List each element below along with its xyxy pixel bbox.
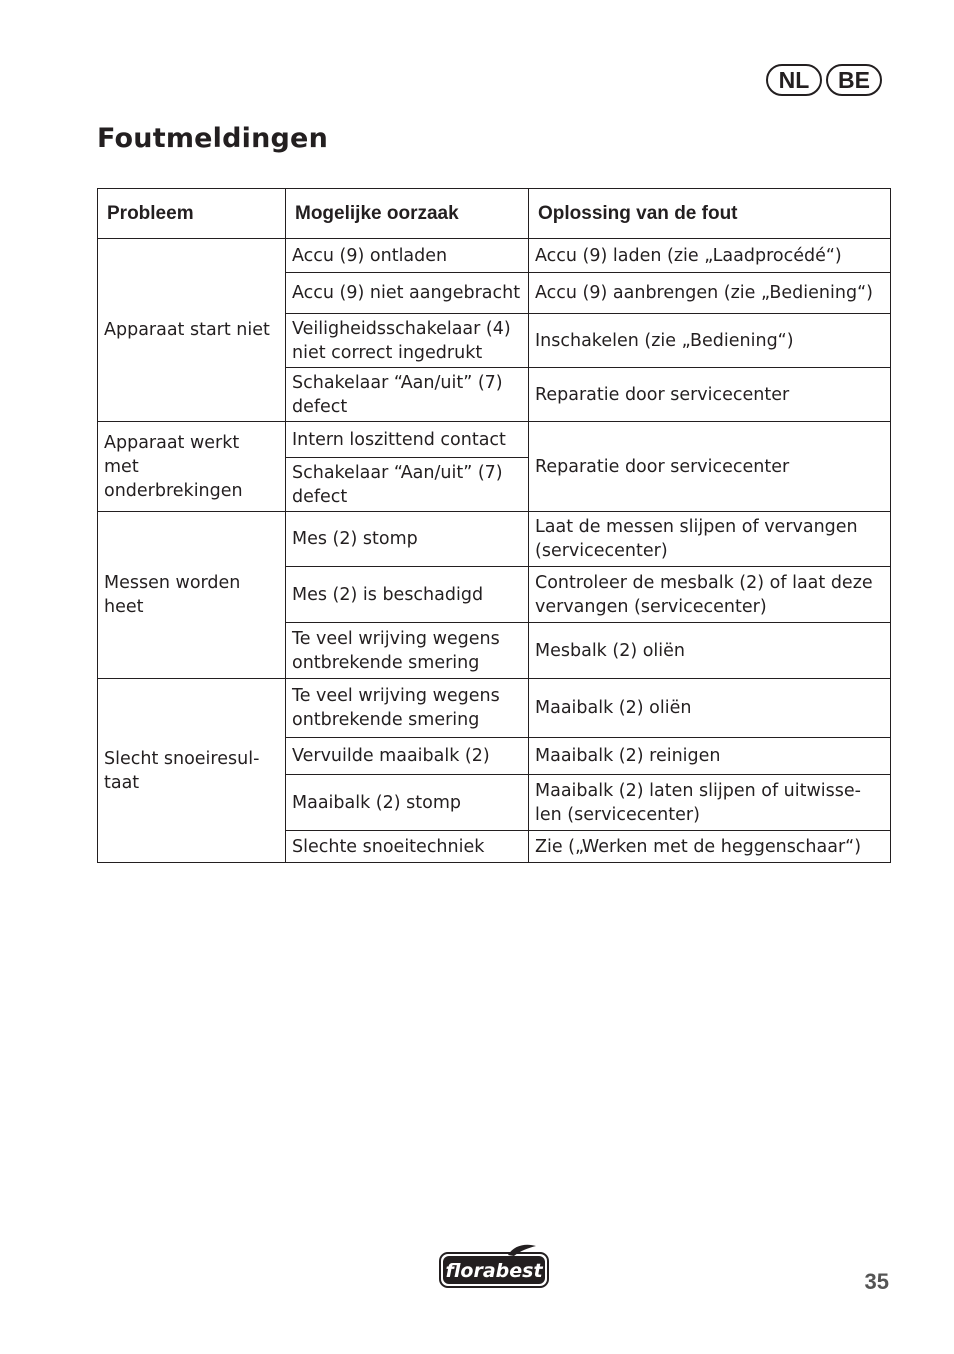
language-badge-be: BE xyxy=(826,64,882,96)
florabest-logo xyxy=(438,1243,552,1296)
florabest-logo-graphic xyxy=(438,1243,552,1291)
table-row xyxy=(98,422,891,458)
problem-cell: Messen worden heet xyxy=(98,512,286,679)
cause-cell: Accu (9) ontladen xyxy=(286,239,529,273)
language-badges xyxy=(766,64,882,96)
solution-cell: Reparatie door servicecenter xyxy=(529,368,891,422)
cause-cell: Slechte snoeitechniek xyxy=(286,831,529,863)
table-row xyxy=(98,679,891,738)
cause-cell: Te veel wrijving wegens ontbrekende smering xyxy=(286,623,529,679)
error-table xyxy=(97,188,891,863)
cause-cell: Te veel wrijving wegens ontbrekende smering xyxy=(286,679,529,738)
solution-cell: Accu (9) laden (zie „Laadprocédé“) xyxy=(529,239,891,273)
cause-cell: Maaibalk (2) stomp xyxy=(286,775,529,831)
cause-cell: Intern loszittend contact xyxy=(286,422,529,458)
language-badge-nl: NL xyxy=(766,64,822,96)
cause-cell: Vervuilde maaibalk (2) xyxy=(286,738,529,775)
cause-cell: Mes (2) stomp xyxy=(286,512,529,567)
problem-cell: Apparaat start niet xyxy=(98,239,286,422)
problem-cell: Apparaat werkt met onderbrekingen xyxy=(98,422,286,512)
page-number: 35 xyxy=(864,1269,889,1294)
cause-cell: Schakelaar “Aan/uit” (7) defect xyxy=(286,458,529,512)
solution-cell: Mesbalk (2) oliën xyxy=(529,623,891,679)
solution-cell: Maaibalk (2) oliën xyxy=(529,679,891,738)
solution-cell: Controleer de mesbalk (2) of laat deze vervangen (servicecenter) xyxy=(529,567,891,623)
header-problem: Probleem xyxy=(98,189,286,239)
solution-cell: Reparatie door servicecenter xyxy=(529,422,891,512)
table-row xyxy=(98,512,891,567)
cause-cell: Accu (9) niet aangebracht xyxy=(286,273,529,314)
solution-cell: Accu (9) aanbrengen (zie „Bediening“) xyxy=(529,273,891,314)
solution-cell: Laat de messen slijpen of vervangen (servicecenter) xyxy=(529,512,891,567)
solution-cell: Maaibalk (2) laten slijpen of uitwisse- len (servicecenter) xyxy=(529,775,891,831)
header-solution: Oplossing van de fout xyxy=(529,189,891,239)
header-cause: Mogelijke oorzaak xyxy=(286,189,529,239)
table-header-row xyxy=(98,189,891,239)
cause-cell: Schakelaar “Aan/uit” (7) defect xyxy=(286,368,529,422)
solution-cell: Zie („Werken met de heggenschaar“) xyxy=(529,831,891,863)
table-row xyxy=(98,239,891,273)
page-title: Foutmeldingen xyxy=(97,123,328,154)
cause-cell: Mes (2) is beschadigd xyxy=(286,567,529,623)
problem-cell: Slecht snoeiresul- taat xyxy=(98,679,286,863)
solution-cell: Inschakelen (zie „Bediening“) xyxy=(529,314,891,368)
solution-cell: Maaibalk (2) reinigen xyxy=(529,738,891,775)
svg-text:florabest: florabest xyxy=(445,1260,543,1282)
cause-cell: Veiligheidsschakelaar (4) niet correct ingedrukt xyxy=(286,314,529,368)
